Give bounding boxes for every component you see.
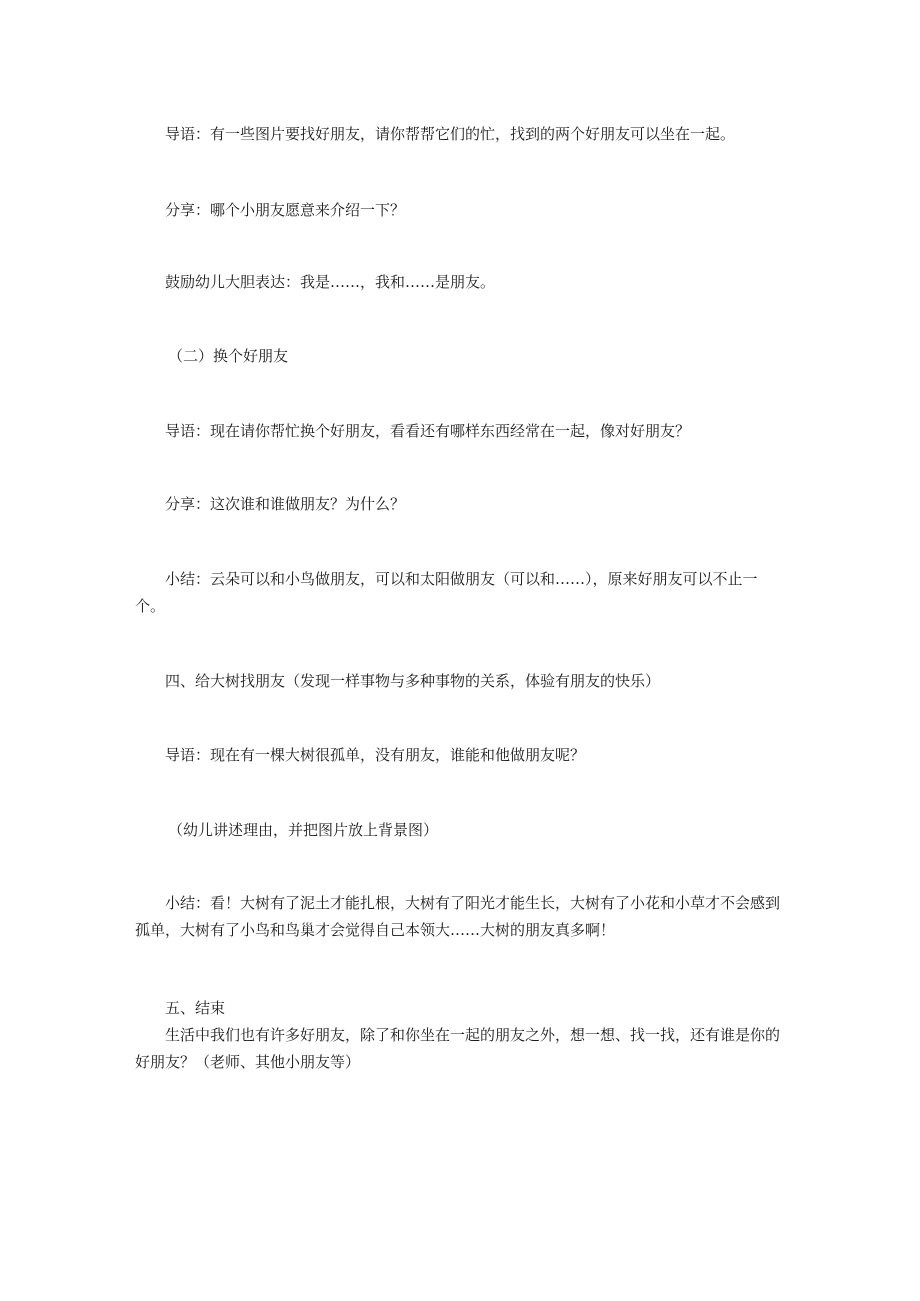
paragraph-share-2: 分享：这次谁和谁做朋友？为什么？ bbox=[165, 495, 406, 513]
section-heading-4: 四、给大树找朋友（发现一样事物与多种事物的关系，体验有朋友的快乐） bbox=[165, 672, 661, 690]
paragraph-guide-3: 导语：现在有一棵大树很孤单，没有朋友，谁能和他做朋友呢？ bbox=[165, 746, 586, 764]
section-heading-2: （二）换个好朋友 bbox=[168, 347, 289, 365]
paragraph-summary-2: 小结：看！大树有了泥土才能扎根，大树有了阳光才能生长，大树有了小花和小草才不会感到孤单，大树有了小鸟和鸟巢才会觉得自己本领大……大树的朋友真多啊！ bbox=[135, 894, 781, 939]
paragraph-ending: 生活中我们也有许多好朋友，除了和你坐在一起的朋友之外，想一想、找一找，还有谁是你的好朋友？（老师、其他小朋友等） bbox=[135, 1026, 781, 1071]
paragraph-child-explain: （幼儿讲述理由，并把图片放上背景图） bbox=[168, 821, 439, 839]
paragraph-share-1: 分享：哪个小朋友愿意来介绍一下？ bbox=[165, 201, 406, 219]
paragraph-guide-2: 导语：现在请你帮忙换个好朋友，看看还有哪样东西经常在一起，像对好朋友？ bbox=[165, 422, 691, 440]
paragraph-summary-1: 小结：云朵可以和小鸟做朋友，可以和太阳做朋友（可以和……），原来好朋友可以不止一个。 bbox=[135, 570, 758, 615]
paragraph-guide-1: 导语：有一些图片要找好朋友，请你帮帮它们的忙，找到的两个好朋友可以坐在一起。 bbox=[165, 125, 736, 143]
section-heading-5: 五、结束 bbox=[165, 999, 226, 1017]
paragraph-encourage: 鼓励幼儿大胆表达：我是……，我和……是朋友。 bbox=[165, 273, 496, 291]
